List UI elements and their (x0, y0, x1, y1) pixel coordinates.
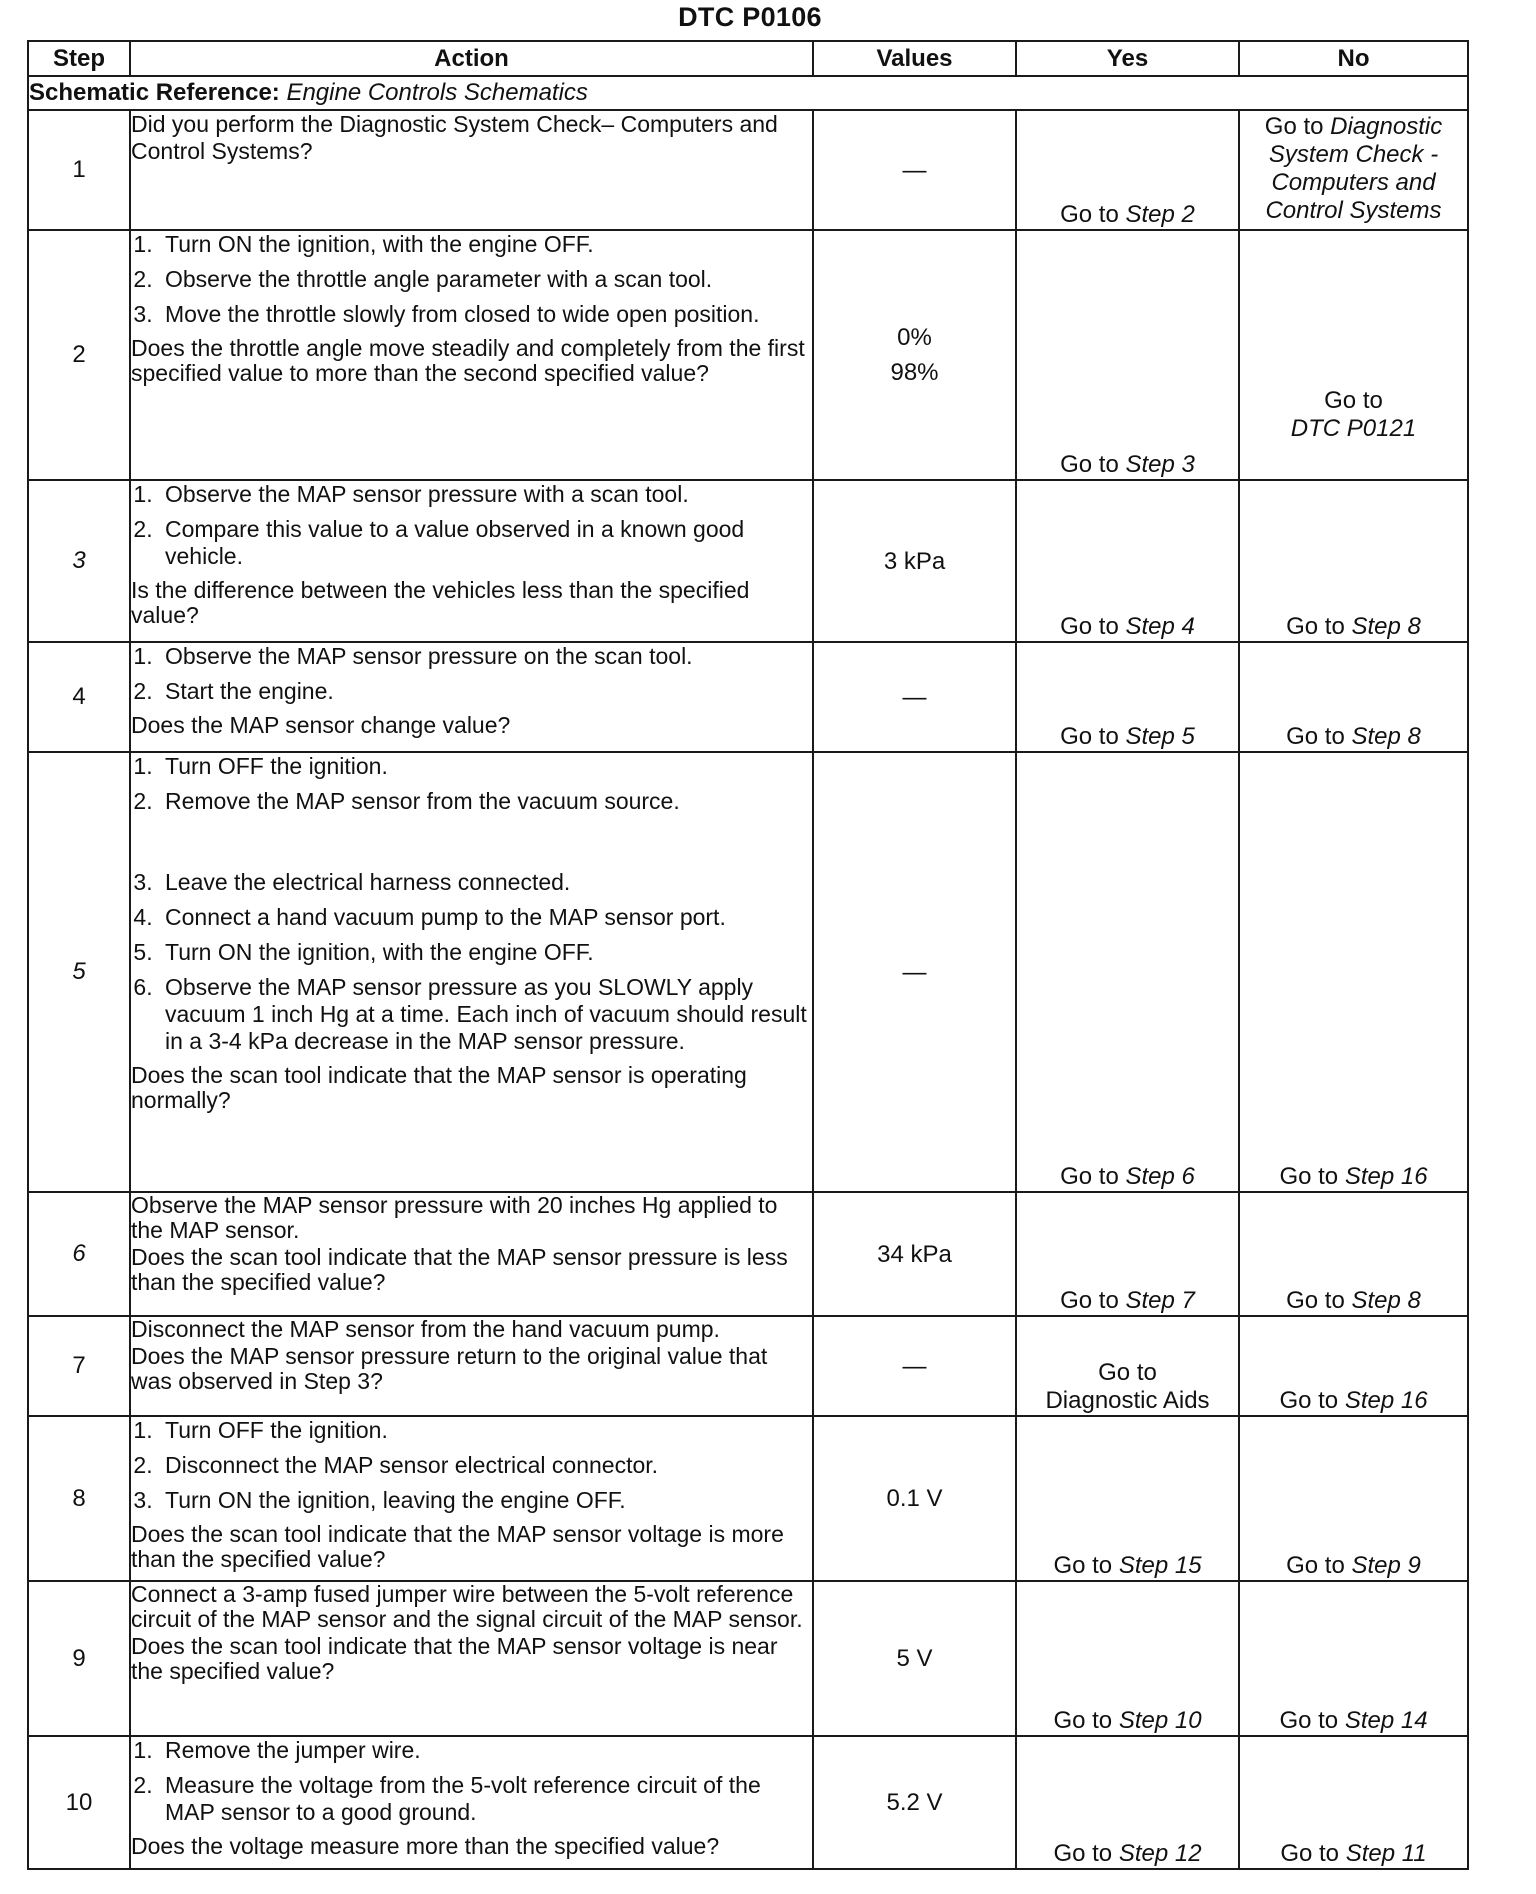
schematic-reference-row (28, 76, 1468, 110)
yes-prefix: Go to (1053, 1552, 1113, 1579)
yes-link[interactable]: Step 4 (1125, 613, 1195, 640)
action-step: 6. Observe the MAP sensor pressure as you SLOWLY apply vacuum 1 inch Hg at a time. Each inch of vacuum should result in a 3-4 kPa decrease in the MAP sensor pressure. (159, 974, 812, 1055)
values-cell (813, 1416, 1016, 1581)
yes-prefix: Go to (1060, 723, 1119, 750)
action-text: Connect a 3-amp fused jumper wire between the 5-volt reference circuit of the MAP sensor and the signal circuit of the MAP sensor. (131, 1581, 803, 1632)
value: 5 V (896, 1645, 933, 1672)
table-row (28, 1316, 1468, 1416)
table-row (28, 230, 1468, 480)
no-cell (1239, 1581, 1468, 1736)
values-cell (813, 480, 1016, 642)
action-step: 2. Measure the voltage from the 5-volt reference circuit of the MAP sensor to a good ground. (159, 1772, 812, 1826)
yes-cell (1016, 1416, 1239, 1581)
action-text: Observe the MAP sensor pressure with 20 inches Hg applied to the MAP sensor. (131, 1192, 778, 1243)
yes-prefix: Go to (1060, 1287, 1119, 1314)
action-steps (131, 753, 812, 1055)
values-cell (813, 1316, 1016, 1416)
header-values: Values (813, 41, 1016, 76)
yes-prefix: Go to (1053, 1707, 1113, 1734)
no-prefix: Go to (1264, 113, 1324, 140)
values-cell (813, 752, 1016, 1192)
action-question: Does the voltage measure more than the specified value? (131, 1833, 720, 1859)
action-steps (131, 643, 812, 705)
table-row (28, 1192, 1468, 1316)
no-prefix: Go to (1279, 1387, 1339, 1414)
action-step: 4. Connect a hand vacuum pump to the MAP sensor port. (159, 904, 812, 931)
value: 34 kPa (877, 1240, 952, 1268)
yes-prefix: Go to (1060, 201, 1119, 228)
action-step: 1. Remove the jumper wire. (159, 1737, 812, 1764)
value: 0.1 V (886, 1485, 943, 1512)
values-cell (813, 230, 1016, 480)
action-question: Does the throttle angle move steadily and completely from the first specified value to more than the second specified value? (131, 335, 805, 386)
no-prefix: Go to (1286, 1552, 1345, 1579)
yes-link[interactable]: Step 2 (1125, 201, 1195, 228)
action-cell (130, 480, 813, 642)
table-header-row (28, 41, 1468, 76)
yes-link[interactable]: Step 5 (1125, 723, 1195, 750)
step-number: 1 (28, 110, 130, 230)
header-no: No (1239, 41, 1468, 76)
yes-cell (1016, 1736, 1239, 1869)
yes-cell (1016, 1192, 1239, 1316)
no-prefix: Go to (1279, 1707, 1339, 1734)
table-row (28, 110, 1468, 230)
yes-prefix: Go to (1098, 1359, 1157, 1386)
action-cell (130, 1316, 813, 1416)
schematic-reference-label: Schematic Reference: (29, 79, 280, 106)
action-step: 3. Leave the electrical harness connected. (159, 869, 812, 896)
no-prefix: Go to (1286, 613, 1345, 640)
action-step: 1. Turn OFF the ignition. (159, 753, 812, 780)
table-row (28, 1581, 1468, 1736)
step-number: 10 (28, 1736, 130, 1869)
table-row (28, 642, 1468, 752)
value: — (902, 1352, 927, 1380)
no-link[interactable]: Step 9 (1351, 1552, 1421, 1579)
yes-link[interactable]: Step 10 (1118, 1707, 1202, 1734)
action-cell (130, 642, 813, 752)
action-cell (130, 1192, 813, 1316)
values-cell (813, 110, 1016, 230)
action-step: 1. Turn ON the ignition, with the engine OFF. (159, 231, 812, 258)
action-cell (130, 1736, 813, 1869)
no-link[interactable]: Step 8 (1351, 613, 1421, 640)
value: 5.2 V (886, 1789, 943, 1816)
action-cell (130, 1581, 813, 1736)
page-title: DTC P0106 (678, 2, 822, 32)
yes-link[interactable]: Step 3 (1125, 451, 1195, 478)
step-number: 2 (28, 230, 130, 480)
no-link[interactable]: Step 16 (1344, 1387, 1428, 1414)
no-link[interactable]: Diagnostic System Check - Computers and Control Systems (1265, 113, 1443, 224)
yes-cell (1016, 1581, 1239, 1736)
no-cell (1239, 1316, 1468, 1416)
step-number: 9 (28, 1581, 130, 1736)
values-cell (813, 642, 1016, 752)
no-cell (1239, 752, 1468, 1192)
no-prefix: Go to (1279, 1163, 1339, 1190)
no-link[interactable]: Step 16 (1344, 1163, 1428, 1190)
yes-prefix: Go to (1053, 1840, 1113, 1867)
action-step: 1. Observe the MAP sensor pressure on the scan tool. (159, 643, 812, 670)
value: 98% (890, 359, 939, 386)
action-question: Does the scan tool indicate that the MAP sensor pressure is less than the specified value? (131, 1244, 788, 1295)
schematic-reference (28, 76, 1468, 110)
table-row (28, 752, 1468, 1192)
action-step: 2. Remove the MAP sensor from the vacuum source. (159, 788, 812, 815)
yes-link[interactable]: Step 15 (1118, 1552, 1202, 1579)
table-row (28, 480, 1468, 642)
no-prefix: Go to (1280, 1840, 1340, 1867)
step-number: 7 (28, 1316, 130, 1416)
value: 0% (897, 324, 932, 351)
action-question: Does the MAP sensor change value? (131, 712, 511, 738)
no-link[interactable]: Step 8 (1351, 723, 1421, 750)
action-question: Does the MAP sensor pressure return to the original value that was observed in Step 3? (131, 1343, 768, 1394)
no-cell (1239, 1416, 1468, 1581)
action-step: 1. Observe the MAP sensor pressure with a scan tool. (159, 481, 812, 508)
no-cell (1239, 1192, 1468, 1316)
action-steps (131, 231, 812, 328)
yes-cell (1016, 480, 1239, 642)
action-step: 2. Disconnect the MAP sensor electrical connector. (159, 1452, 812, 1479)
action-question: Does the scan tool indicate that the MAP sensor voltage is near the specified value? (131, 1633, 778, 1684)
action-cell (130, 752, 813, 1192)
action-step: 3. Move the throttle slowly from closed to wide open position. (159, 301, 812, 328)
no-cell (1239, 480, 1468, 642)
yes-prefix: Go to (1060, 1163, 1119, 1190)
yes-cell (1016, 752, 1239, 1192)
table-row (28, 1416, 1468, 1581)
values-cell (813, 1581, 1016, 1736)
action-step: 2. Start the engine. (159, 678, 812, 705)
step-number: 4 (28, 642, 130, 752)
action-question: Does the scan tool indicate that the MAP sensor voltage is more than the specified value? (131, 1521, 784, 1572)
no-prefix: Go to (1286, 1287, 1345, 1314)
yes-link[interactable]: Diagnostic Aids (1045, 1387, 1210, 1414)
no-link[interactable]: Step 14 (1344, 1707, 1428, 1734)
action-cell (130, 230, 813, 480)
step-number: 5 (28, 752, 130, 1192)
values-cell (813, 1192, 1016, 1316)
no-prefix: Go to (1324, 387, 1383, 414)
action-steps (131, 1737, 812, 1826)
action-step: 1. Turn OFF the ignition. (159, 1417, 812, 1444)
value: — (902, 683, 927, 711)
action-step: 3. Turn ON the ignition, leaving the engine OFF. (159, 1487, 812, 1514)
value: — (902, 958, 927, 986)
values-cell (813, 1736, 1016, 1869)
value: — (902, 156, 927, 184)
no-cell (1239, 110, 1468, 230)
action-step: 2. Observe the throttle angle parameter with a scan tool. (159, 266, 812, 293)
step-number: 3 (28, 480, 130, 642)
no-link[interactable]: Step 8 (1351, 1287, 1421, 1314)
action-step: 5. Turn ON the ignition, with the engine OFF. (159, 939, 812, 966)
yes-prefix: Go to (1060, 613, 1119, 640)
no-link[interactable]: DTC P0121 (1290, 415, 1417, 442)
no-link[interactable]: Step 11 (1345, 1840, 1427, 1867)
no-cell (1239, 230, 1468, 480)
yes-link[interactable]: Step 7 (1125, 1287, 1195, 1314)
yes-cell (1016, 230, 1239, 480)
table-row (28, 1736, 1468, 1869)
diagnostic-table (27, 40, 1469, 1870)
yes-prefix: Go to (1060, 451, 1119, 478)
no-cell (1239, 642, 1468, 752)
no-prefix: Go to (1286, 723, 1345, 750)
header-action: Action (130, 41, 813, 76)
value: 3 kPa (883, 547, 946, 575)
header-step: Step (28, 41, 130, 76)
header-yes: Yes (1016, 41, 1239, 76)
action-steps (131, 481, 812, 570)
action-step: 2. Compare this value to a value observed in a known good vehicle. (159, 516, 812, 570)
step-number: 8 (28, 1416, 130, 1581)
action-question: Is the difference between the vehicles less than the specified value? (131, 577, 750, 628)
step-number: 6 (28, 1192, 130, 1316)
action-text: Did you perform the Diagnostic System Check– Computers and Control Systems? (131, 111, 778, 164)
action-cell (130, 1416, 813, 1581)
yes-cell (1016, 1316, 1239, 1416)
schematic-reference-link[interactable]: Engine Controls Schematics (286, 79, 588, 106)
action-text: Disconnect the MAP sensor from the hand vacuum pump. (131, 1316, 720, 1342)
no-cell (1239, 1736, 1468, 1869)
action-question: Does the scan tool indicate that the MAP sensor is operating normally? (131, 1062, 747, 1113)
action-steps (131, 1417, 812, 1514)
action-cell (130, 110, 813, 230)
yes-link[interactable]: Step 6 (1125, 1163, 1195, 1190)
yes-link[interactable]: Step 12 (1118, 1840, 1202, 1867)
yes-cell (1016, 110, 1239, 230)
yes-cell (1016, 642, 1239, 752)
